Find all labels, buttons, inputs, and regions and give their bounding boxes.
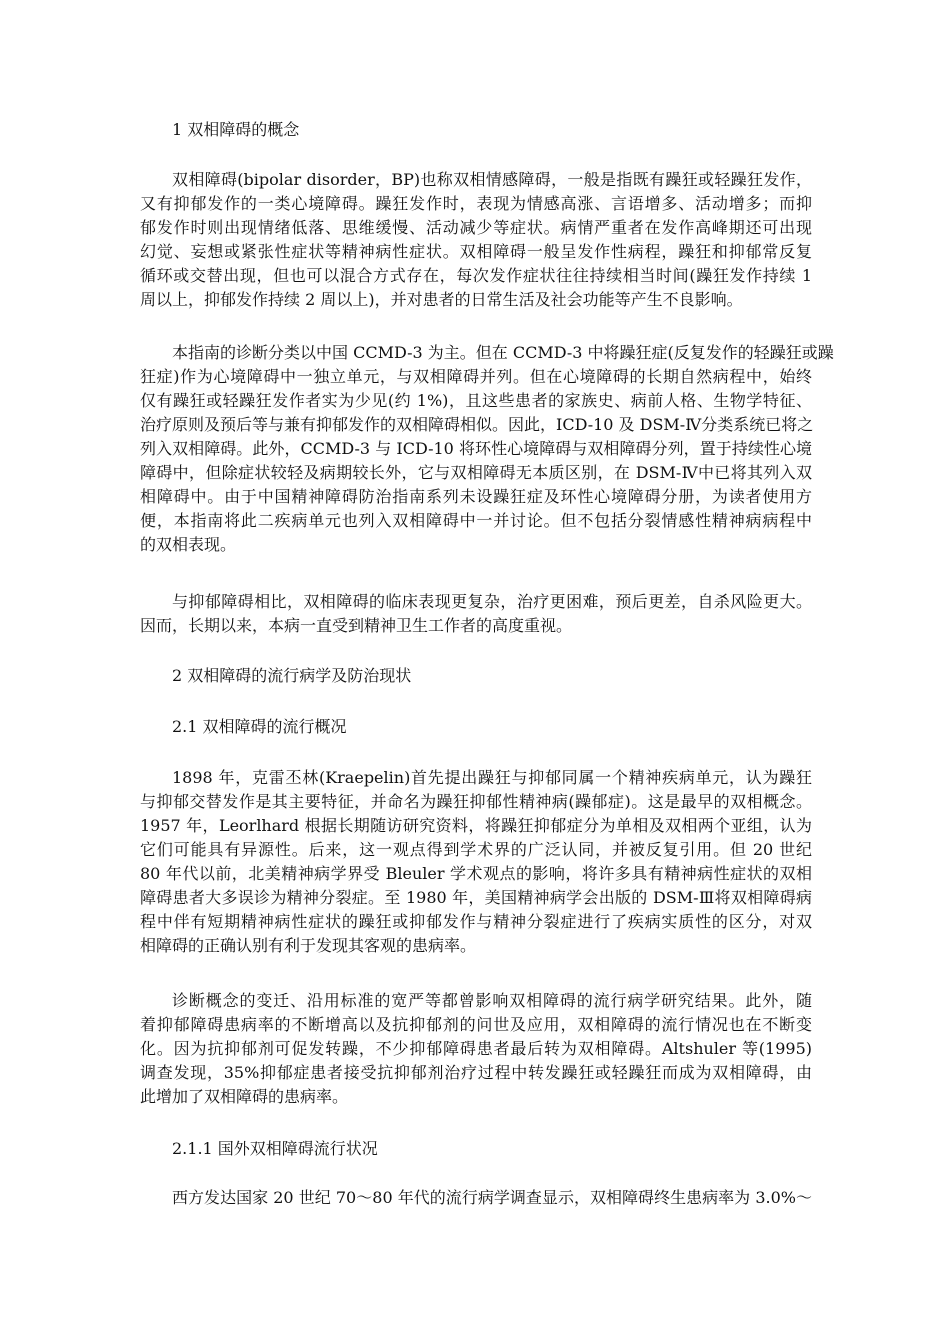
paragraph-2 [140,341,834,557]
paragraph-line: 与抑郁障碍相比，双相障碍的临床表现更复杂，治疗更困难，预后更差，自杀风险更大。 [172,592,812,611]
paragraph-line: 相障碍中。由于中国精神障碍防治指南系列未设躁狂症及环性心境障碍分册，为读者使用方 [140,487,812,506]
paragraph-line: 狂症)作为心境障碍中一独立单元，与双相障碍并列。但在心境障碍的长期自然病程中，始终 [140,367,812,386]
paragraph-line: 西方发达国家 20 世纪 70～80 年代的流行病学调查显示，双相障碍终生患病率为 3.0%～ [172,1188,812,1207]
paragraph-line: 又有抑郁发作的一类心境障碍。躁狂发作时，表现为情感高涨、言语增多、活动增多；而抑 [140,194,812,213]
section-heading-2 [140,664,812,688]
paragraph-3 [140,590,812,638]
paragraph-6 [140,1186,812,1210]
paragraph-line: 与抑郁交替发作是其主要特征，并命名为躁狂抑郁性精神病(躁郁症)。这是最早的双相概念。 [140,792,812,811]
paragraph-line: 仅有躁狂或轻躁狂发作者实为少见(约 1%)，且这些患者的家族史、病前人格、生物学特征、 [140,391,812,410]
paragraph-line: 的双相表现。 [140,535,237,554]
paragraph-line: 本指南的诊断分类以中国 CCMD-3 为主。但在 CCMD-3 中将躁狂症(反复发作的轻躁狂或躁 [172,343,834,362]
paragraph-line: 此增加了双相障碍的患病率。 [140,1087,349,1106]
paragraph-line: 障碍患者大多误诊为精神分裂症。至 1980 年，美国精神病学会出版的 DSM-Ⅲ将双相障碍病 [140,888,812,907]
paragraph-line: 郁发作时则出现情绪低落、思维缓慢、活动减少等症状。病情严重者在发作高峰期还可出现 [140,218,812,237]
paragraph-line: 双相障碍(bipolar disorder，BP)也称双相情感障碍，一般是指既有躁狂或轻躁狂发作， [172,170,812,189]
paragraph-line: 障碍中，但除症状较轻及病期较长外，它与双相障碍无本质区别，在 DSM-Ⅳ中已将其列入双 [140,463,812,482]
paragraph-line: 因而，长期以来，本病一直受到精神卫生工作者的高度重视。 [140,616,573,635]
paragraph-line: 相障碍的正确认别有利于发现其客观的患病率。 [140,936,477,955]
paragraph-4 [140,766,812,958]
paragraph-line: 幻觉、妄想或紧张性症状等精神病性症状。双相障碍一般呈发作性病程，躁狂和抑郁常反复 [140,242,812,261]
paragraph-line: 循环或交替出现，但也可以混合方式存在，每次发作症状往往持续相当时间(躁狂发作持续 1 [140,266,812,285]
paragraph-line: 治疗原则及预后等与兼有抑郁发作的双相障碍相似。因此，ICD-10 及 DSM-Ⅳ分类系统已将之 [140,415,814,434]
heading-text: 2.1.1 国外双相障碍流行状况 [172,1139,378,1158]
paragraph-line: 1898 年，克雷丕林(Kraepelin)首先提出躁狂与抑郁同属一个精神疾病单元，认为躁狂 [172,768,812,787]
paragraph-line: 1957 年，Leorlhard 根据长期随访研究资料，将躁狂抑郁症分为单相及双相两个亚组，认为 [140,816,812,835]
paragraph-5 [140,989,812,1109]
heading-text: 1 双相障碍的概念 [172,120,300,139]
paragraph-line: 程中伴有短期精神病性症状的躁狂或抑郁发作与精神分裂症进行了疾病实质性的区分，对双 [140,912,812,931]
heading-text: 2 双相障碍的流行病学及防治现状 [172,666,412,685]
paragraph-line: 调查发现，35%抑郁症患者接受抗抑郁剂治疗过程中转发躁狂或轻躁狂而成为双相障碍，由 [140,1063,812,1082]
paragraph-line: 诊断概念的变迁、沿用标准的宽严等都曾影响双相障碍的流行病学研究结果。此外，随 [172,991,812,1010]
paragraph-line: 着抑郁障碍患病率的不断增高以及抗抑郁剂的问世及应用，双相障碍的流行情况也在不断变 [140,1015,812,1034]
paragraph-line: 化。因为抗抑郁剂可促发转躁，不少抑郁障碍患者最后转为双相障碍。Altshuler 等(1995) [140,1039,812,1058]
section-heading-2-1-1 [140,1137,812,1161]
heading-text: 2.1 双相障碍的流行概况 [172,717,347,736]
paragraph-line: 列入双相障碍。此外，CCMD-3 与 ICD-10 将环性心境障碍与双相障碍分列，置于持续性心境 [140,439,812,458]
paragraph-line: 周以上，抑郁发作持续 2 周以上)，并对患者的日常生活及社会功能等产生不良影响。 [140,290,743,309]
section-heading-1 [140,118,812,142]
paragraph-line: 便，本指南将此二疾病单元也列入双相障碍中一并讨论。但不包括分裂情感性精神病病程中 [140,511,812,530]
paragraph-1 [140,168,812,312]
paragraph-line: 80 年代以前，北美精神病学界受 Bleuler 学术观点的影响，将许多具有精神病性症状的双相 [140,864,812,883]
section-heading-2-1 [140,715,812,739]
paragraph-line: 它们可能具有异源性。后来，这一观点得到学术界的广泛认同，并被反复引用。但 20 世纪 [140,840,812,859]
